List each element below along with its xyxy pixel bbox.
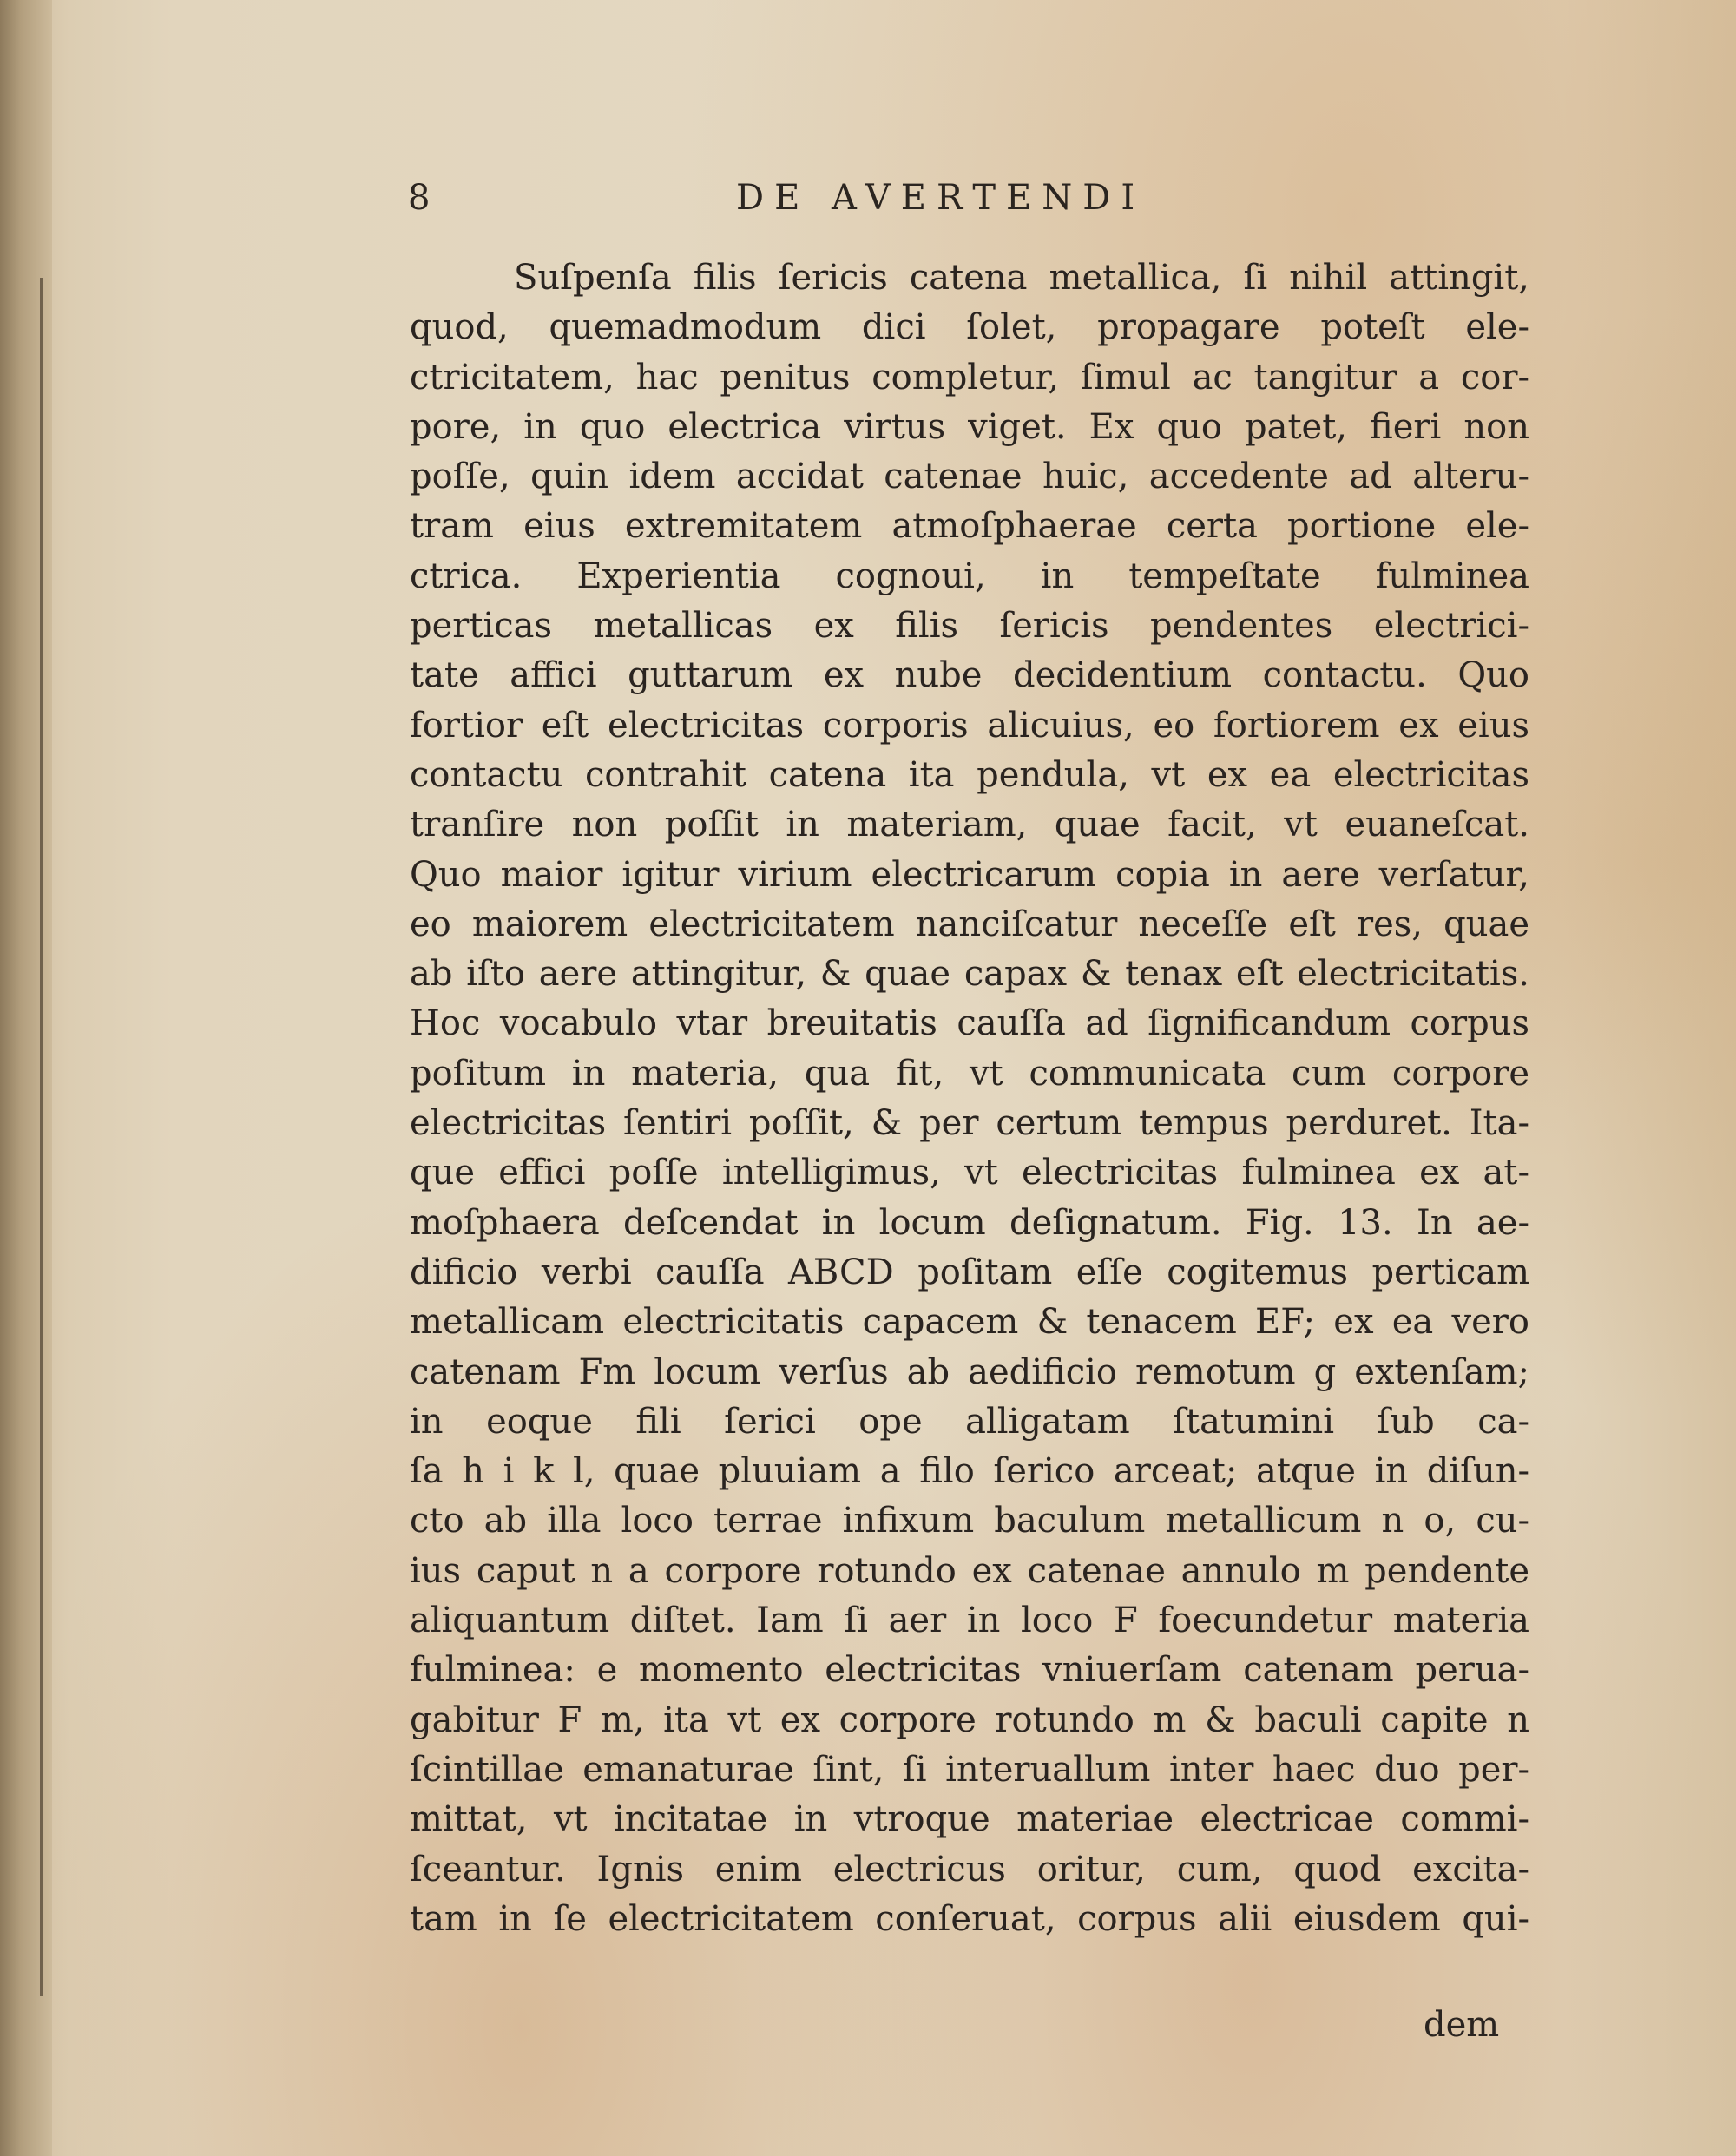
binding-fold-line bbox=[40, 278, 43, 1996]
running-title: DE AVERTENDI bbox=[736, 178, 1146, 218]
body-text bbox=[410, 253, 1529, 1944]
text-line: que effici poſſe intelligimus, vt electricitas fulminea ex at- bbox=[410, 1153, 1529, 1193]
text-line: ſceantur. Ignis enim electricus oritur, cum, quod excita- bbox=[410, 1849, 1529, 1890]
text-line: poſſe, quin idem accidat catenae huic, accedente ad alteru- bbox=[410, 457, 1529, 497]
text-line: ab iſto aere attingitur, & quae capax & tenax eſt electricitatis. bbox=[410, 954, 1529, 995]
text-line: moſphaera deſcendat in locum deſignatum. Fig. 13. In ae- bbox=[410, 1202, 1529, 1243]
text-line: tate affici guttarum ex nube decidentium contactu. Quo bbox=[410, 655, 1529, 696]
text-line: in eoque fili ſerici ope alligatam ſtatumini ſub ca- bbox=[410, 1401, 1529, 1442]
text-line: fulminea: e momento electricitas vniuerſam catenam perua- bbox=[410, 1650, 1529, 1691]
text-line: dificio verbi cauſſa ABCD poſitam eſſe cogitemus perticam bbox=[410, 1252, 1529, 1292]
text-line: tram eius extremitatem atmoſphaerae certa portione ele- bbox=[410, 506, 1529, 547]
text-line: ſa h i k l, quae pluuiam a filo ſerico arceat; atque in diſun- bbox=[410, 1451, 1529, 1492]
catchword: dem bbox=[1424, 2005, 1500, 2045]
text-line: eo maiorem electricitatem nanciſcatur neceſſe eſt res, quae bbox=[410, 904, 1529, 944]
text-line: mittat, vt incitatae in vtroque materiae electricae commi- bbox=[410, 1799, 1529, 1840]
text-line: gabitur F m, ita vt ex corpore rotundo m & baculi capite n bbox=[410, 1699, 1529, 1740]
text-line: catenam Fm locum verſus ab aedificio remotum g extenſam; bbox=[410, 1351, 1529, 1392]
text-line: tam in ſe electricitatem conſeruat, corpus alii eiusdem qui- bbox=[410, 1898, 1529, 1939]
text-line: electricitas ſentiri poſſit, & per certum tempus perduret. Ita- bbox=[410, 1103, 1529, 1144]
page-number: 8 bbox=[408, 178, 431, 218]
text-line: poſitum in materia, qua fit, vt communicata cum corpore bbox=[410, 1053, 1529, 1094]
text-line: ctricitatem, hac penitus completur, ſimul ac tangitur a cor- bbox=[410, 357, 1529, 398]
text-line: pore, in quo electrica virtus viget. Ex quo patet, fieri non bbox=[410, 406, 1529, 447]
text-line: metallicam electricitatis capacem & tenacem EF; ex ea vero bbox=[410, 1302, 1529, 1343]
text-line: tranſire non poſſit in materiam, quae facit, vt euaneſcat. bbox=[410, 805, 1529, 845]
text-line: Quo maior igitur virium electricarum copia in aere verſatur, bbox=[410, 854, 1529, 895]
text-line: Hoc vocabulo vtar breuitatis cauſſa ad ſignificandum corpus bbox=[410, 1003, 1529, 1044]
book-binding-edge bbox=[0, 0, 52, 2156]
text-line: ius caput n a corpore rotundo ex catenae annulo m pendente bbox=[410, 1550, 1529, 1591]
text-line: quod, quemadmodum dici ſolet, propagare poteſt ele- bbox=[410, 307, 1529, 348]
text-line: aliquantum diſtet. Iam ſi aer in loco F foecundetur materia bbox=[410, 1601, 1529, 1641]
text-line: ſcintillae emanaturae ſint, ſi interuallum inter haec duo per- bbox=[410, 1749, 1529, 1790]
text-line: fortior eſt electricitas corporis alicuius, eo fortiorem ex eius bbox=[410, 705, 1529, 746]
text-line: cto ab illa loco terrae infixum baculum metallicum n o, cu- bbox=[410, 1501, 1529, 1541]
text-line: perticas metallicas ex filis ſericis pendentes electrici- bbox=[410, 606, 1529, 647]
page-header bbox=[408, 178, 1363, 230]
text-line: contactu contrahit catena ita pendula, vt ex ea electricitas bbox=[410, 754, 1529, 795]
text-line: Suſpenſa filis ſericis catena metallica, ſi nihil attingit, bbox=[514, 258, 1529, 298]
text-line: ctrica. Experientia cognoui, in tempeſtate fulminea bbox=[410, 555, 1529, 596]
